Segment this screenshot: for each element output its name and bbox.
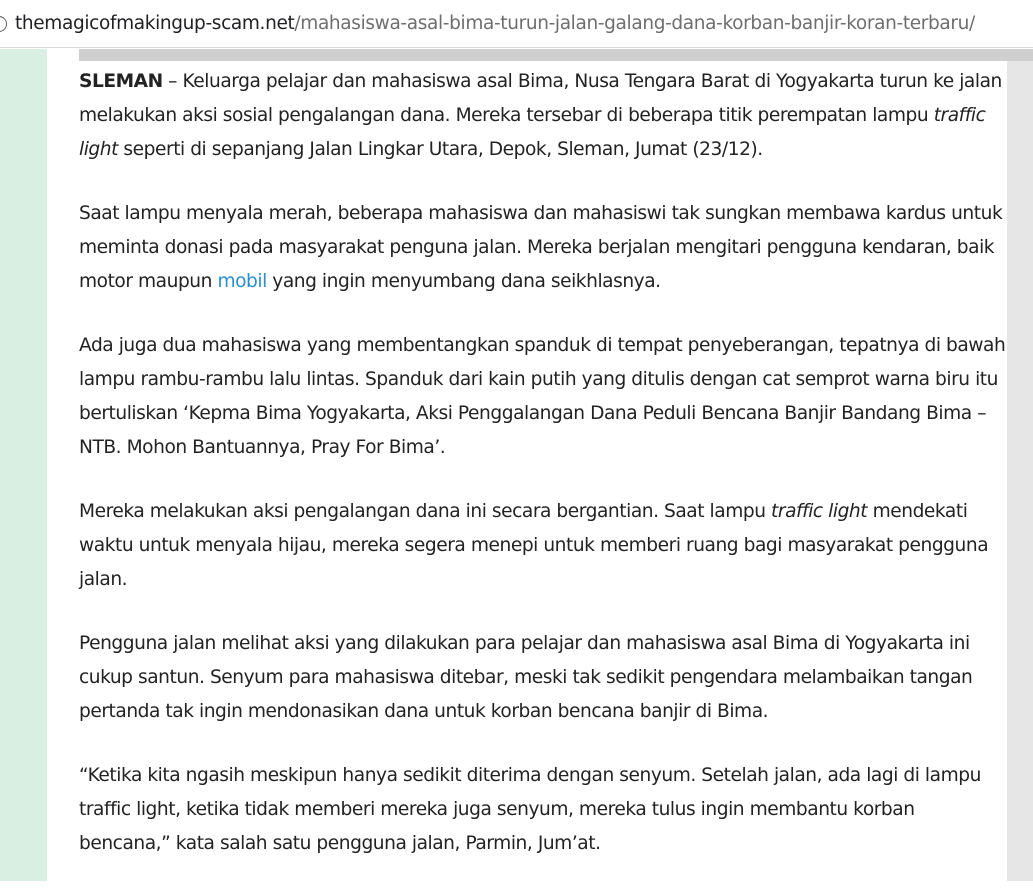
url-path: /mahasiswa-asal-bima-turun-jalan-galang-dana-korban-banjir-koran-terbaru/ <box>294 12 975 34</box>
right-background-strip <box>1007 49 1033 881</box>
url-host: themagicofmakingup-scam.net <box>15 12 295 34</box>
address-bar[interactable] <box>0 0 1033 48</box>
dateline: SLEMAN <box>79 71 163 92</box>
article-body <box>79 65 1009 891</box>
paragraph-4 <box>79 495 1009 597</box>
paragraph-4-text-b: mendekati waktu untuk menyala hijau, mereka segera menepi untuk memberi ruang bagi masyarakat pengguna jalan. <box>79 501 989 590</box>
paragraph-2-text-b: yang ingin menyumbang dana seikhlasnya. <box>266 271 661 292</box>
paragraph-3: Ada juga dua mahasiswa yang membentangkan spanduk di tempat penyeberangan, tepatnya di bawah lampu rambu-rambu lalu lintas. Spanduk dari kain putih yang ditulis dengan cat semprot warna biru itu bertuliskan ‘Kepma Bima Yogyakarta, Aksi Penggalangan Dana Peduli Bencana Banjir Bandang Bima – NTB. Mohon Bantuannya, Pray For Bima’. <box>79 335 1006 458</box>
paragraph-2-text-a: Saat lampu menyala merah, beberapa mahasiswa dan mahasiswi tak sungkan membawa kardus untuk meminta donasi pada masyarakat penguna jalan. Mereka berjalan mengitari pengguna kendaran, baik motor maupun <box>79 203 1003 292</box>
paragraph-1 <box>79 65 1009 167</box>
paragraph-1-text-b: seperti di sepanjang Jalan Lingkar Utara, Depok, Sleman, Jumat (23/12). <box>117 139 763 160</box>
article-container <box>47 49 1007 881</box>
url-text[interactable] <box>15 12 975 36</box>
site-info-icon[interactable] <box>0 16 7 32</box>
paragraph-2 <box>79 197 1009 299</box>
left-background-strip <box>0 49 47 881</box>
paragraph-4-text-a: Mereka melakukan aksi pengalangan dana ini secara bergantian. Saat lampu <box>79 501 772 522</box>
top-divider <box>79 49 1033 61</box>
mobil-link[interactable]: mobil <box>217 271 267 292</box>
paragraph-5: Pengguna jalan melihat aksi yang dilakukan para pelajar dan mahasiswa asal Bima di Yogyakarta ini cukup santun. Senyum para mahasiswa ditebar, meski tak sedikit pengendara melambaikan tangan pertanda tak ingin mendonasikan dana untuk korban bencana banjir di Bima. <box>79 633 973 722</box>
paragraph-1-emphasis: traffic light <box>79 105 986 160</box>
paragraph-1-text-a: – Keluarga pelajar dan mahasiswa asal Bima, Nusa Tengara Barat di Yogyakarta turun ke jalan melakukan aksi sosial pengalangan dana. Mereka tersebar di beberapa titik perempatan lampu <box>79 71 1002 126</box>
paragraph-4-emphasis: traffic light <box>771 501 868 522</box>
paragraph-6: “Ketika kita ngasih meskipun hanya sedikit diterima dengan senyum. Setelah jalan, ada lagi di lampu traffic light, ketika tidak memberi mereka juga senyum, mereka tulus ingin membantu korban bencana,” kata salah satu pengguna jalan, Parmin, Jum’at. <box>79 765 981 854</box>
